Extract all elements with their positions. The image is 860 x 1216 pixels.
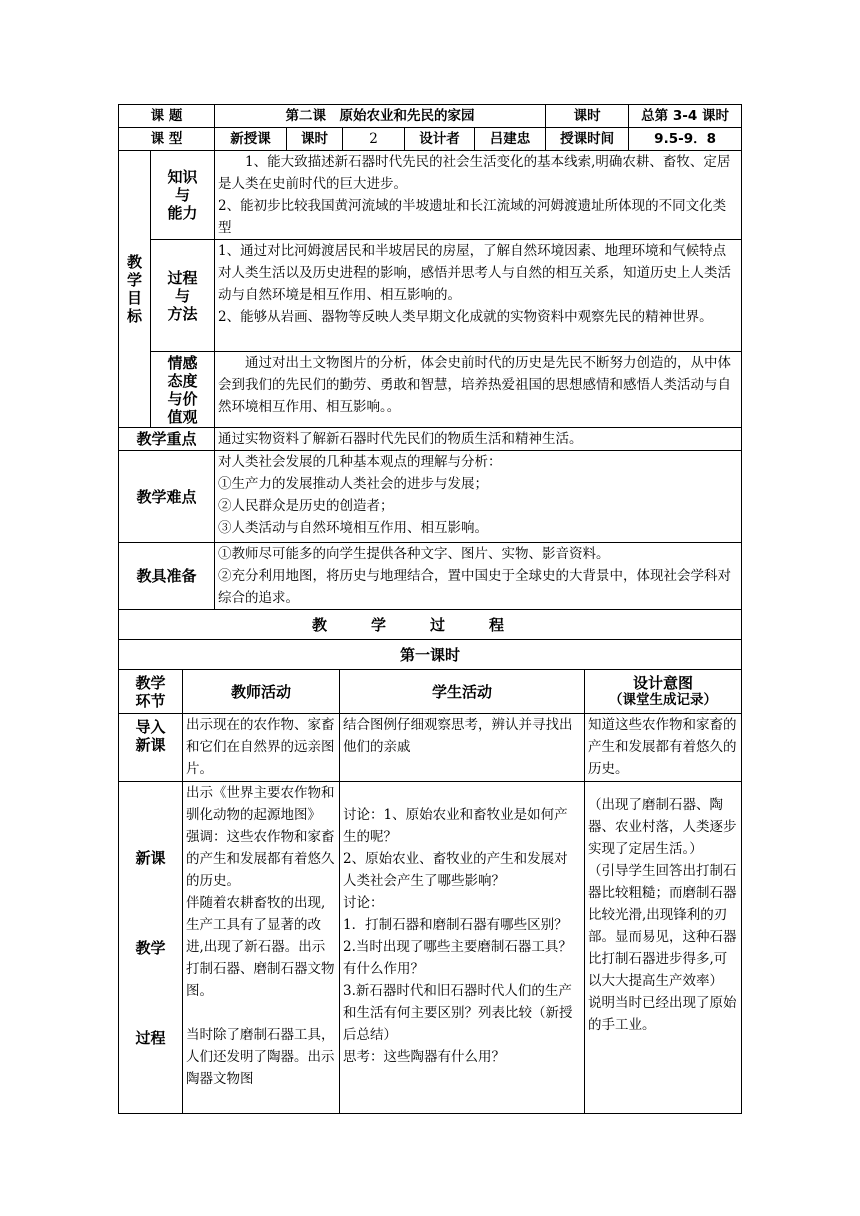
knowledge-item-1: 1、能大致描述新石器时代先民的社会生活变化的基本线索,明确农耕、畜牧、定居是人类在史前时代的巨大进步。 <box>218 154 731 192</box>
intent-column-header <box>585 670 742 714</box>
process-content <box>215 240 742 352</box>
stage-cell: 导入 新课 <box>119 714 183 782</box>
table-row <box>119 714 742 782</box>
stage-column-header: 教学 环节 <box>119 670 183 714</box>
difficulty-line: ③人类活动与自然环境相互作用、相互影响。 <box>218 520 489 536</box>
lesson-title: 第二课 原始农业和先民的家园 <box>215 105 546 128</box>
knowledge-label: 知识 与 能力 <box>151 151 215 240</box>
difficulties-label: 教学难点 <box>119 451 215 543</box>
key-points-row <box>119 428 742 451</box>
date-value: 9.5-9．8 <box>629 128 742 151</box>
type-label: 课 型 <box>119 128 215 151</box>
teacher-cell: 出示现在的农作物、家畜和它们在自然界的远亲图片。 <box>183 714 340 782</box>
tools-row <box>119 543 742 610</box>
tool-line: ①教师尽可能多的向学生提供各种文字、图片、实物、影音资料。 <box>218 546 610 562</box>
tools-content <box>215 543 742 610</box>
goal-process-row <box>119 240 742 352</box>
type-value: 新授课 <box>215 128 287 151</box>
student-cell: 结合图例仔细观察思考，辨认并寻找出他们的亲戚 <box>340 714 585 782</box>
intent-cell: （出现了磨制石器、陶器、农业村落，人类逐步实现了定居生活。） （引导学生回答出打制石器比较粗糙；而磨制石器比较光滑,出现锋利的刃部。显而易见，这种石器比打制石器进步得多,可以大大提高生产效率） 说明当时已经出现了原始的手工业。 <box>585 782 742 1114</box>
intent-cell: 知道这些农作物和家畜的产生和发展都有着悠久的历史。 <box>585 714 742 782</box>
header-row-2 <box>119 128 742 151</box>
process-item-2: 2、能够从岩画、器物等反映人类早期文化成就的实物资料中观察先民的精神世界。 <box>218 309 713 325</box>
process-title: 教学过程 <box>119 610 742 640</box>
designer-value: 吕建忠 <box>475 128 546 151</box>
header-row-1 <box>119 105 742 128</box>
first-lesson-row <box>119 640 742 670</box>
goal-emotion-row <box>119 352 742 428</box>
period-value: 2 <box>343 128 405 151</box>
lesson-label: 课 题 <box>119 105 215 128</box>
first-lesson-title: 第一课时 <box>119 640 742 670</box>
goals-label: 教 学 目 标 <box>119 151 151 428</box>
process-label: 过程 与 方法 <box>151 240 215 352</box>
process-table <box>118 669 742 1114</box>
lesson-plan-table <box>118 104 742 670</box>
difficulties-content <box>215 451 742 543</box>
hours-label: 课时 <box>546 105 629 128</box>
teacher-column-header: 教师活动 <box>183 670 340 714</box>
teacher-cell: 出示《世界主要农作物和驯化动物的起源地图》 强调：这些农作物和家畜的产生和发展都有着悠久的历史。 伴随着农耕畜牧的出现,生产工具有了显著的改进,出现了新石器。出示打制石器、磨制石器文物图。 当时除了磨制石器工具，人们还发明了陶器。出示陶器文物图 <box>183 782 340 1114</box>
period-label: 课时 <box>287 128 343 151</box>
difficulties-row <box>119 451 742 543</box>
knowledge-content <box>215 151 742 240</box>
difficulty-line: ②人民群众是历史的创造者； <box>218 498 394 514</box>
knowledge-item-2: 2、能初步比较我国黄河流域的半坡遗址和长江流域的河姆渡遗址所体现的不同文化类型 <box>218 198 727 236</box>
tools-label: 教具准备 <box>119 543 215 610</box>
process-title-row <box>119 610 742 640</box>
date-label: 授课时间 <box>546 128 629 151</box>
tool-line: ②充分利用地图，将历史与地理结合，置中国史于全球史的大背景中，体现社会学科对综合的追求。 <box>218 568 732 606</box>
stage-cell: 新课 教学 过程 <box>119 782 183 1114</box>
key-points-text: 通过实物资料了解新石器时代先民们的物质生活和精神生活。 <box>215 428 742 451</box>
goal-knowledge-row <box>119 151 742 240</box>
difficulty-line: 对人类社会发展的几种基本观点的理解与分析： <box>218 454 502 470</box>
hours-value: 总第 3-4 课时 <box>629 105 742 128</box>
designer-label: 设计者 <box>405 128 475 151</box>
process-item-1: 1、通过对比河姆渡居民和半坡居民的房屋，了解自然环境因素、地理环境和气候特点对人类生活以及历史进程的影响，感悟并思考人与自然的相互关系，知道历史上人类活动与自然环境是相互作用、相互影响的。 <box>218 243 732 303</box>
difficulty-line: ①生产力的发展推动人类社会的进步与发展； <box>218 476 489 492</box>
emotion-content: 通过对出土文物图片的分析，体会史前时代的历史是先民不断努力创造的，从中体会到我们的先民们的勤劳、勇敢和智慧，培养热爱祖国的思想感情和感悟人类活动与自然环境相互作用、相互影响。。 <box>215 352 742 428</box>
table-row <box>119 782 742 1114</box>
intent-header-subtitle: （课堂生成记录） <box>609 692 717 709</box>
emotion-label: 情感 态度 与价 值观 <box>151 352 215 428</box>
student-cell: 讨论：1、原始农业和畜牧业是如何产生的呢？ 2、原始农业、畜牧业的产生和发展对人类社会产生了哪些影响？ 讨论： 1．打制石器和磨制石器有哪些区别？ 2.当时出现了哪些主要磨制石器工具？有什么作用？ 3.新石器时代和旧石器时代人们的生产和生活有何主要区别？列表比较（新授后总结） 思考：这些陶器有什么用？ <box>340 782 585 1114</box>
student-column-header: 学生活动 <box>340 670 585 714</box>
process-header-row <box>119 670 742 714</box>
intent-header-title: 设计意图 <box>632 674 693 693</box>
lesson-plan <box>118 104 741 1114</box>
key-points-label: 教学重点 <box>119 428 215 451</box>
